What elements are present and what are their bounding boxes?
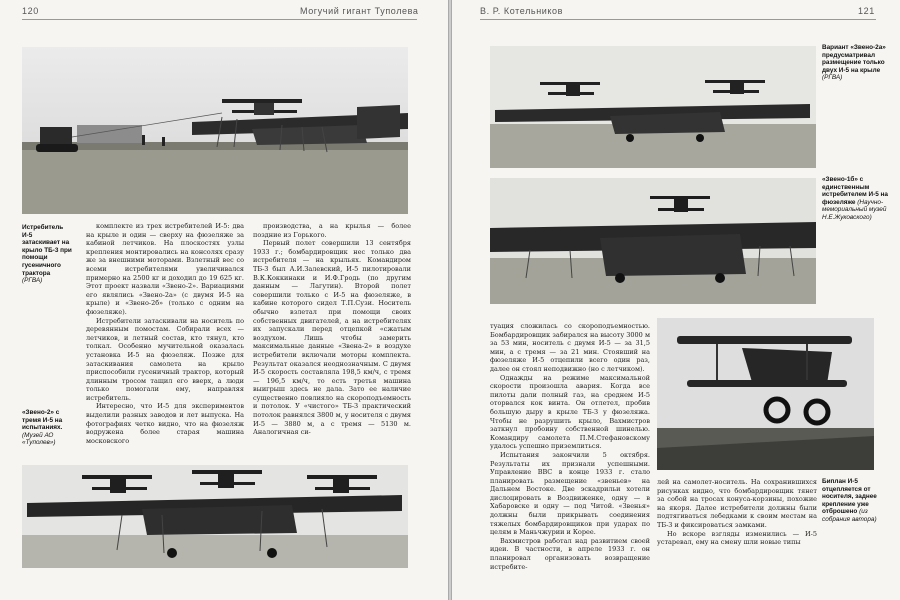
left-column-2 bbox=[253, 222, 411, 437]
right-page bbox=[452, 0, 900, 600]
right-column-2 bbox=[657, 478, 817, 547]
caption-zveno2-source: (Музей АО «Туполев») bbox=[22, 431, 56, 447]
photo-zveno1b bbox=[490, 178, 816, 304]
caption-zveno2a-source: (РГВА) bbox=[822, 74, 843, 82]
left-page bbox=[0, 0, 448, 600]
paragraph: Интересно, что И-5 для экспериментов выделили разных заводов и лет выпуска. На фотографиях четко видно, что на фюзеляж водружена более старая машина московского bbox=[86, 402, 244, 445]
caption-zveno2a bbox=[822, 44, 894, 82]
paragraph: Однажды на режиме максимальной скорости произошла авария. Когда все пилоты дали полный газ, на среднем И-5 оторвался кок винта. Он отлетел, пробив большую дыру в крыле ТБ-3 у фюзеляжа. Чтобы не разрушить крыло, Вахмистров заткнул пробоину собственной шинелью. Командиру самолета П.М.Стефановскому удалось успешно приземлиться. bbox=[490, 373, 650, 451]
paragraph: Первый полет совершили 13 сентября 1933 г.; бомбардировщик нес только два истребителя — на крыльях. Командиром ТБ-3 был А.И.Залевский, И-5 пилотировали В.К.Коккинаки и И.Ф.Гродь (по другим данным — Лагутин). Второй полет совершили только с И-5 на фюзеляже, в кабине которого сидел Т.П.Сузи. Носитель обычно взлетал при помощи своих собственных двигателей, а на истребителях их запускали перед отцепкой «сжатым воздухом. Лишь чтобы замерить максимальные данные «Звена-2» в воздухе истребители включали моторы комплекта. Результат оказался неоднозначным. С двумя И-5 скорость составляла 198,5 км/ч, с тремя — 196,5 км/ч, то есть третья машина выигрыш здесь не дала. Зато ее наличие существенно повлияло на скороподъемность и потолок. У «чистого» ТБ-3 практический потолок равнялся 3800 м, у носителя с двумя И-5 — 3880 м, а с тремя — 5130 м. Аналогичная си- bbox=[253, 239, 411, 437]
left-column-1 bbox=[86, 222, 244, 445]
caption-detaching bbox=[822, 478, 894, 524]
paragraph: Испытания закончили 5 октября. Результаты их признали успешными. Управление ВВС в конце 1933 г. стало планировать размещение «звеньев» на Дальнем Востоке. Две эскадрильи хотели дислоцировать в Воздвиженке, одну — в Хабаровске и одну — под Читой. «Звенья» должны были прикрывать соединения тяжелых бомбардировщиков при ударах по целям в Маньчжурии и Корее. bbox=[490, 450, 650, 537]
photo-tractor-towing bbox=[22, 47, 408, 214]
page-number-right: 121 bbox=[858, 6, 875, 16]
caption-zveno1b-source: (Научно-мемориальный музей Н.Е.Жуковского) bbox=[822, 198, 887, 221]
paragraph: Истребители затаскивали на носитель по деревянным помостам. Собирали всех — летчиков, и летный состав, кто тянул, кто толкал. Особенно мучительной оказалась установка И-5 на фюзеляж. Позже для затаскивания самолета на крыло приспособили гусеничный трактор, который длинным тросом тащил его вверх, а люди только помогали ему, направляя истребитель. bbox=[86, 316, 244, 402]
paragraph: производства, а на крылья — более поздние из Горького. bbox=[253, 222, 411, 239]
caption-tractor-text: Истребитель И-5 затаскивает на крыло ТБ-3 при помощи гусеничного трактора bbox=[22, 224, 72, 277]
paragraph: Вахмистров работал над развитием своей идеи. В частности, в апреле 1933 г. он планировал организовать возвращение истребите- bbox=[490, 536, 650, 571]
caption-tractor-source: (РГВА) bbox=[22, 277, 43, 285]
paragraph: Но вскоре взгляды изменились — И-5 устаревал, ему на смену шли новые типы bbox=[657, 529, 817, 547]
page-number-left: 120 bbox=[22, 6, 39, 16]
paragraph: комплекте из трех истребителей И-5: два на крыле и один — сверху на фюзеляже за кабиной летчиков. На плоскостях узлы крепления монтировались на консолях сразу же за внешними моторами. Взлетный вес со всеми истребителями увеличивался примерно на 2500 кг и доходил до 19 625 кг. Этот проект назвали «Звено-2». Вариациями его являлись «Звено-2а» (с двумя И-5 на крыле) и «Звено-2б» (только с одним на фюзеляже). bbox=[86, 222, 244, 316]
header-rule-left bbox=[22, 19, 417, 20]
right-column-1 bbox=[490, 322, 650, 571]
caption-zveno2a-text: Вариант «Звено-2а» предусматривал размещение только двух И-5 на крыле bbox=[822, 44, 886, 74]
paragraph: лей на самолет-носитель. На сохранившихся рисунках видно, что бомбардировщик тянет за собой на тросах конуса-корзины, похожие на якоря. Далее истребители должны были подтягиваться лебедками к своим местам на ТБ-3 и фиксироваться замками. bbox=[657, 478, 817, 529]
photo-i5-detaching bbox=[657, 318, 874, 470]
running-head-left: Могучий гигант Туполева bbox=[300, 6, 419, 16]
caption-zveno2-text: «Звено-2» с тремя И-5 на испытаниях. bbox=[22, 409, 63, 432]
paragraph: туация сложилась со скороподъемностью. Бомбардировщик забирался на высоту 3000 м за 53 мин, носитель с двумя И-5 — за 31,5 мин, а с тремя — за 21 мин. Стоявший на фюзеляже И-5 отцепили всего один раз, далее он стоял неподвижно (но с летчиком). bbox=[490, 322, 650, 373]
photo-zveno2-three-i5 bbox=[22, 465, 408, 568]
caption-zveno1b bbox=[822, 176, 894, 222]
caption-zveno2 bbox=[22, 409, 74, 447]
photo-zveno2a bbox=[490, 46, 816, 168]
caption-tractor bbox=[22, 224, 72, 285]
caption-zveno1b-text: «Звено-1б» с единственным истребителем И-5 на фюзеляже bbox=[822, 176, 888, 206]
caption-detaching-text: Биплан И-5 отцепляется от носителя, заднее крепление уже отброшено bbox=[822, 478, 877, 516]
caption-detaching-source: (из собрания автора) bbox=[822, 508, 877, 523]
header-rule-right bbox=[480, 19, 876, 20]
running-head-right: В. Р. Котельников bbox=[480, 6, 564, 16]
